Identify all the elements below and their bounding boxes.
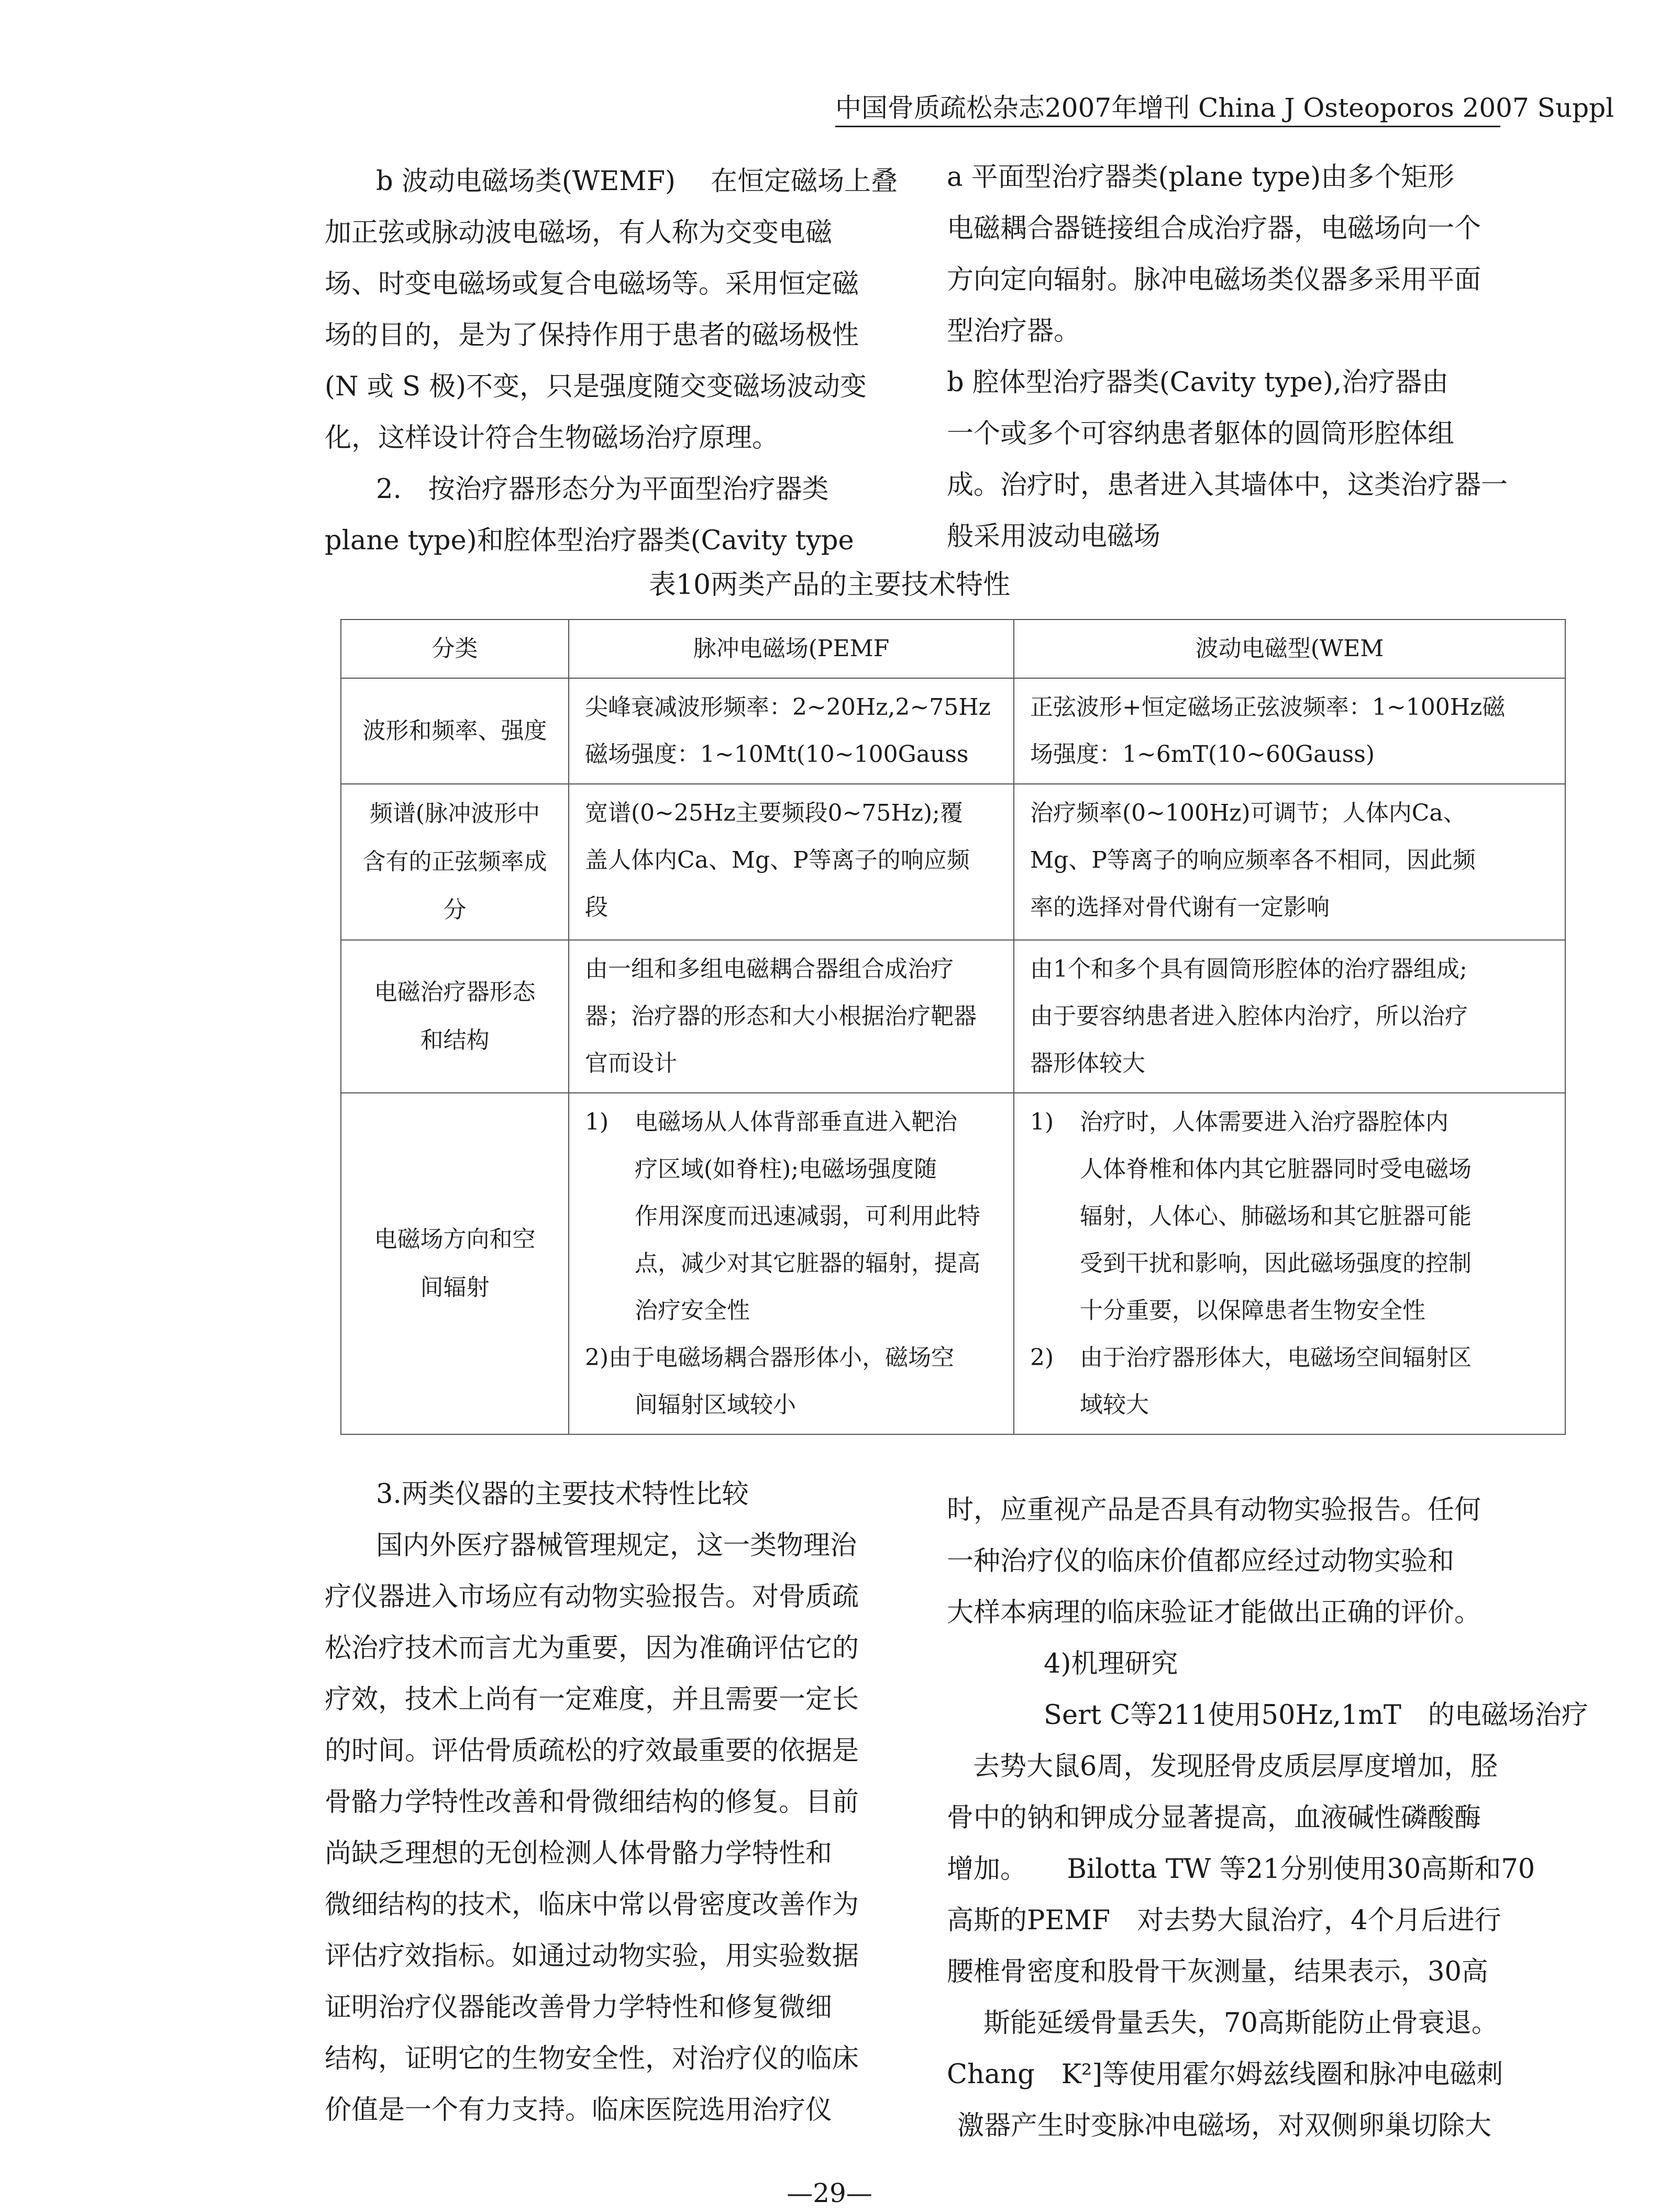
text-line: 微细结构的技术，临床中常以骨密度改善作为 bbox=[325, 1889, 859, 1920]
cell-line: 疗区域(如脊柱);电磁场强度随 bbox=[635, 1156, 937, 1182]
table-row bbox=[341, 678, 1565, 784]
header-pemf: 脉冲电磁场(PEMF bbox=[569, 620, 1014, 678]
wem-cell bbox=[1014, 940, 1565, 1093]
cell-line: 由于要容纳患者进入腔体内治疗，所以治疗 bbox=[1030, 1003, 1468, 1030]
text-line: 高斯的PEMF 对去势大鼠治疗，4个月后进行 bbox=[947, 1905, 1501, 1936]
text-line: 成。治疗时，患者进入其墙体中，这类治疗器一 bbox=[947, 470, 1508, 501]
cell-line: 盖人体内Ca、Mg、P等离子的响应频 bbox=[585, 847, 970, 873]
header-wem: 波动电磁型(WEM bbox=[1014, 620, 1565, 678]
table-header-row bbox=[341, 620, 1565, 678]
text-line: 去势大鼠6周，发现胫骨皮质层厚度增加，胫 bbox=[973, 1751, 1498, 1782]
list-item bbox=[1030, 1099, 1549, 1334]
text-line: a 平面型治疗器类(plane type)由多个矩形 bbox=[947, 162, 1455, 193]
text-line: 型治疗器。 bbox=[947, 316, 1081, 347]
text-line: 的时间。评估骨质疏松的疗效最重要的依据是 bbox=[325, 1735, 859, 1766]
row-category: 电磁场方向和空间辐射 bbox=[341, 1093, 569, 1434]
pemf-cell bbox=[569, 784, 1014, 940]
row-category: 波形和频率、强度 bbox=[341, 678, 569, 784]
list-item bbox=[585, 1334, 998, 1429]
text-line: 激器产生时变脉冲电磁场，对双侧卵巢切除大 bbox=[957, 2110, 1492, 2141]
row-category: 频谱(脉冲波形中含有的正弦频率成分 bbox=[341, 784, 569, 940]
left-column-top bbox=[325, 156, 901, 567]
text-line: 化，这样设计符合生物磁场治疗原理。 bbox=[325, 423, 779, 454]
item-number: 2) bbox=[1030, 1344, 1054, 1371]
cell-line: 器形体较大 bbox=[1030, 1050, 1145, 1077]
cell-line: 场强度：1~6mT(10~60Gauss) bbox=[1030, 741, 1375, 768]
cell-line: 作用深度而迅速减弱，可利用此特 bbox=[635, 1203, 980, 1230]
cell-line: 治疗时，人体需要进入治疗器腔体内 bbox=[1080, 1109, 1448, 1135]
cell-line: 段 bbox=[585, 894, 608, 921]
text-line: 骨骼力学特性改善和骨微细结构的修复。目前 bbox=[325, 1787, 859, 1818]
right-column-top bbox=[947, 152, 1533, 562]
cell-line: 率的选择对骨代谢有一定影响 bbox=[1030, 894, 1330, 921]
text-line: 2. 按治疗器形态分为平面型治疗器类 bbox=[376, 474, 829, 505]
cell-line: 由一组和多组电磁耦合器组合成治疗 bbox=[585, 956, 954, 982]
text-line: 场、时变电磁场或复合电磁场等。采用恒定磁 bbox=[325, 269, 859, 300]
cell-line: 宽谱(0~25Hz主要频段0~75Hz);覆 bbox=[585, 800, 963, 826]
section-heading: 4)机理研究 bbox=[1044, 1649, 1178, 1679]
cell-line: 十分重要，以保障患者生物安全性 bbox=[1080, 1297, 1425, 1324]
wem-cell bbox=[1014, 1093, 1565, 1434]
spec-table bbox=[340, 619, 1566, 1435]
list-item bbox=[1030, 1334, 1549, 1429]
text-line: 价值是一个有力支持。临床医院选用治疗仪 bbox=[325, 2095, 833, 2126]
text-line: b 波动电磁场类(WEMF) 在恒定磁场上叠 bbox=[376, 166, 898, 197]
cell-line: 正弦波形+恒定磁场正弦波频率：1~100Hz磁 bbox=[1030, 694, 1506, 721]
text-line: 疗仪器进入市场应有动物实验报告。对骨质疏 bbox=[325, 1581, 859, 1612]
cell-line: 点，减少对其它脏器的辐射，提高 bbox=[635, 1250, 980, 1277]
cell-line: 电磁场从人体背部垂直进入靶治 bbox=[635, 1109, 957, 1135]
text-line: 国内外医疗器械管理规定，这一类物理治 bbox=[376, 1530, 857, 1561]
text-line: 加正弦或脉动波电磁场，有人称为交变电磁 bbox=[325, 217, 833, 248]
cell-line: 由于电磁场耦合器形体小，磁场空 bbox=[609, 1344, 955, 1371]
list-item bbox=[585, 1099, 998, 1334]
wem-cell bbox=[1014, 678, 1565, 784]
cell-line: 尖峰衰减波形频率：2~20Hz,2~75Hz bbox=[585, 694, 991, 721]
cell-line: 治疗安全性 bbox=[635, 1297, 750, 1324]
cell-line: 器；治疗器的形态和大小根据治疗靶器 bbox=[585, 1003, 977, 1030]
text-line: 一个或多个可容纳患者躯体的圆筒形腔体组 bbox=[947, 418, 1455, 449]
left-column-bottom bbox=[325, 1469, 927, 2136]
item-number: 1) bbox=[585, 1109, 609, 1135]
pemf-cell bbox=[569, 678, 1014, 784]
cell-line: 间辐射区域较小 bbox=[635, 1391, 796, 1418]
text-line: 斯能延缓骨量丢失，70高斯能防止骨衰退。 bbox=[983, 2008, 1498, 2039]
section-heading: 3.两类仪器的主要技术特性比较 bbox=[376, 1479, 749, 1510]
text-line: b 腔体型治疗器类(Cavity type),治疗器由 bbox=[947, 367, 1449, 398]
item-number: 2) bbox=[585, 1344, 609, 1371]
text-line: 疗效，技术上尚有一定难度，并且需要一定长 bbox=[325, 1684, 859, 1715]
cell-line: 受到干扰和影响，因此磁场强度的控制 bbox=[1080, 1250, 1472, 1277]
journal-header: 中国骨质疏松杂志2007年增刊 China J Osteoporos 2007 Suppl bbox=[835, 92, 1500, 127]
text-line: 电磁耦合器链接组合成治疗器，电磁场向一个 bbox=[947, 213, 1481, 244]
text-line: Chang K²]等使用霍尔姆兹线圈和脉冲电磁刺 bbox=[947, 2059, 1503, 2090]
cell-line: 由于治疗器形体大，电磁场空间辐射区 bbox=[1080, 1344, 1472, 1371]
text-line: Sert C等211使用50Hz,1mT 的电磁场治疗 bbox=[1044, 1700, 1588, 1731]
pemf-cell bbox=[569, 940, 1014, 1093]
text-line: 增加。 Bilotta TW 等21分别使用30高斯和70 bbox=[947, 1854, 1535, 1885]
page-number: —29— bbox=[787, 2178, 872, 2208]
text-line: 证明治疗仪器能改善骨力学特性和修复微细 bbox=[325, 1992, 833, 2023]
text-line: plane type)和腔体型治疗器类(Cavity type bbox=[325, 525, 854, 556]
wem-cell bbox=[1014, 784, 1565, 940]
text-line: 结构，证明它的生物安全性，对治疗仪的临床 bbox=[325, 2043, 859, 2074]
text-line: (N 或 S 极)不变，只是强度随交变磁场波动变 bbox=[325, 371, 867, 402]
text-line: 松治疗技术而言尤为重要，因为准确评估它的 bbox=[325, 1633, 859, 1664]
pemf-cell bbox=[569, 1093, 1014, 1434]
text-line: 骨中的钠和钾成分显著提高，血液碱性磷酸酶 bbox=[947, 1802, 1481, 1833]
text-line: 大样本病理的临床验证才能做出正确的评价。 bbox=[947, 1597, 1481, 1628]
text-line: 尚缺乏理想的无创检测人体骨骼力学特性和 bbox=[325, 1838, 833, 1869]
cell-line: 磁场强度：1~10Mt(10~100Gauss bbox=[585, 741, 969, 768]
text-line: 评估疗效指标。如通过动物实验，用实验数据 bbox=[325, 1941, 859, 1972]
item-number: 1) bbox=[1030, 1109, 1054, 1135]
row-category: 电磁治疗器形态和结构 bbox=[341, 940, 569, 1093]
cell-line: 由1个和多个具有圆筒形腔体的治疗器组成; bbox=[1030, 956, 1467, 982]
header-category: 分类 bbox=[341, 620, 569, 678]
cell-line: 域较大 bbox=[1080, 1391, 1149, 1418]
cell-line: Mg、P等离子的响应频率各不相同，因此频 bbox=[1030, 847, 1476, 873]
text-line: 般采用波动电磁场 bbox=[947, 521, 1161, 552]
cell-line: 人体脊椎和体内其它脏器同时受电磁场 bbox=[1080, 1156, 1472, 1182]
right-column-bottom bbox=[947, 1485, 1596, 2152]
table-row bbox=[341, 940, 1565, 1093]
table-caption: 表10两类产品的主要技术特性 bbox=[648, 569, 1011, 601]
text-line: 方向定向辐射。脉冲电磁场类仪器多采用平面 bbox=[947, 264, 1481, 295]
cell-line: 辐射，人体心、肺磁场和其它脏器可能 bbox=[1080, 1203, 1472, 1230]
cell-line: 官而设计 bbox=[585, 1050, 677, 1077]
text-line: 腰椎骨密度和股骨干灰测量，结果表示，30高 bbox=[947, 1956, 1488, 1987]
table-row bbox=[341, 1093, 1565, 1434]
text-line: 一种治疗仪的临床价值都应经过动物实验和 bbox=[947, 1546, 1455, 1577]
text-line: 时，应重视产品是否具有动物实验报告。任何 bbox=[947, 1495, 1481, 1525]
text-line: 场的目的，是为了保持作用于患者的磁场极性 bbox=[325, 320, 859, 351]
cell-line: 治疗频率(0~100Hz)可调节；人体内Ca、 bbox=[1030, 800, 1466, 826]
table-row bbox=[341, 784, 1565, 940]
